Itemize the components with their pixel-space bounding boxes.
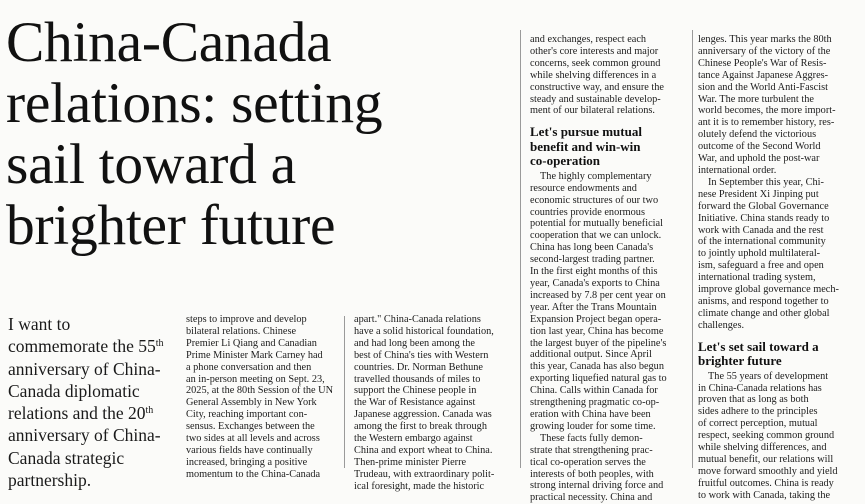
text-line: War. The more turbulent the: [698, 93, 814, 105]
paragraph: [186, 314, 334, 481]
text-line: countries. Dr. Norman Bethune: [354, 361, 483, 373]
text-line: brighter future: [698, 353, 782, 369]
column-divider: [692, 30, 693, 468]
text-line: bilateral relations. Chinese: [186, 325, 297, 337]
text-line: sion and the World Anti-Fascist: [698, 81, 828, 93]
text-line: this year, Canada has also begun: [530, 361, 664, 373]
text-line: travelled thousands of miles to: [354, 373, 481, 385]
subheading: [698, 340, 858, 369]
text-line: anisms, and respond together to: [698, 295, 829, 307]
text-line: fruitful outcomes. China is ready: [698, 477, 834, 489]
text-line: steady and sustainable develop-: [530, 93, 661, 105]
text-line: year. After the Trans Mountain: [530, 301, 657, 313]
text-line: resource endowments and: [530, 182, 637, 194]
text-line: world becomes, the more import-: [698, 105, 836, 117]
text-line: Prime Minister Mark Carney had: [186, 349, 323, 361]
text-line: sensus. Exchanges between the: [186, 421, 315, 433]
text-line: exporting liquefied natural gas to: [530, 373, 667, 385]
text-line: additional output. Since April: [530, 349, 652, 361]
text-line: War, and uphold the post-war: [698, 153, 820, 165]
text-line: have a solid historical foundation,: [354, 325, 494, 337]
text-line: Initiative. China stands ready to: [698, 212, 830, 224]
text-line: anniversary of the victory of the: [698, 45, 831, 57]
lede-line: relations and the 20th: [8, 403, 154, 424]
text-line: work with Canada and the rest: [698, 224, 824, 236]
text-line: improve global governance mech-: [698, 284, 839, 296]
text-line: In the first eight months of this: [530, 266, 658, 278]
text-line: strengthening pragmatic co-op-: [530, 397, 660, 409]
paragraph: [530, 433, 690, 504]
text-line: international order.: [698, 164, 777, 176]
text-line: among the first to break through: [354, 421, 487, 433]
text-line: mutual benefit, our relations will: [698, 454, 834, 465]
paragraph: [354, 314, 504, 493]
text-line: the largest buyer of the pipeline's: [530, 337, 667, 349]
text-line: other's core interests and major: [530, 45, 659, 57]
text-line: interests of both peoples, with: [530, 468, 654, 480]
text-line: outcome of the Second World: [698, 141, 821, 153]
text-line: ant it is to remember history, res-: [698, 117, 835, 129]
text-line: City, reaching important con-: [186, 409, 308, 421]
text-line: climate change and other global: [698, 307, 830, 319]
ordinal-suffix: th: [145, 405, 154, 417]
text-line: apart." China-Canada relations: [354, 314, 481, 325]
text-line: support the Chinese people in: [354, 385, 477, 397]
text-line: China. Calls within Canada for: [530, 385, 658, 397]
headline-line: China-Canada: [6, 11, 332, 74]
text-line: potential for mutually beneficial: [530, 218, 663, 230]
text-line: increased, bringing a positive: [186, 456, 308, 468]
text-line: to jointly uphold multilateral-: [698, 248, 821, 260]
text-line: lenges. This year marks the 80th: [698, 34, 832, 45]
text-line: Let's pursue mutual: [530, 124, 642, 140]
text-line: the War of Resistance against: [354, 397, 476, 409]
body-column-2: [354, 314, 504, 493]
text-line: 2025, at the 80th Session of the UN: [186, 385, 334, 397]
lede-line: I want to: [8, 314, 71, 334]
text-line: respect, seeking common ground: [698, 430, 835, 442]
text-line: second-largest trading partner.: [530, 254, 655, 266]
ordinal-suffix: th: [155, 338, 164, 350]
text-line: China and export wheat to China.: [354, 444, 493, 456]
text-line: proven that as long as both: [698, 394, 809, 406]
column-divider: [344, 316, 345, 468]
column-divider: [520, 30, 521, 468]
text-line: practical necessity. China and: [530, 492, 653, 504]
text-line: nese President Xi Jinping put: [698, 188, 819, 200]
text-line: of the international community: [698, 236, 826, 248]
text-line: while shelving differences, and: [698, 442, 827, 454]
lede-line: commemorate the 55th: [8, 336, 164, 357]
text-line: olutely defend the victorious: [698, 129, 817, 141]
paragraph: [698, 177, 858, 332]
text-line: Then-prime minister Pierre: [354, 456, 467, 468]
text-line: Chinese People's War of Resis-: [698, 57, 827, 69]
paragraph: [698, 371, 858, 502]
text-line: The highly complementary: [540, 170, 652, 182]
text-line: These facts fully demon-: [540, 432, 643, 444]
text-line: In September this year, Chi-: [708, 176, 824, 188]
text-line: growing louder for some time.: [530, 420, 656, 432]
lede-line: anniversary of China-: [8, 425, 161, 446]
text-line: forward the Global Governance: [698, 200, 829, 212]
paragraph: [530, 34, 690, 117]
text-line: various fields have continually: [186, 444, 313, 456]
text-line: ism, safeguard a free and open: [698, 260, 824, 272]
text-line: while shelving differences in a: [530, 69, 657, 81]
text-line: steps to improve and develop: [186, 314, 307, 325]
lede-line: Canada diplomatic: [8, 380, 140, 401]
text-line: strong internal driving force and: [530, 480, 664, 492]
text-line: to work with Canada, taking the: [698, 489, 831, 501]
text-line: Trudeau, with extraordinary polit-: [354, 468, 495, 480]
paragraph: [698, 34, 858, 177]
text-line: Let's set sail toward a: [698, 338, 819, 354]
text-line: two sides at all levels and across: [186, 433, 320, 445]
paragraph: [530, 171, 690, 433]
text-line: benefit and win-win: [530, 138, 641, 154]
text-line: constructive way, and ensure the: [530, 81, 665, 93]
text-line: Expansion Project began opera-: [530, 313, 662, 325]
text-line: ment of our bilateral relations.: [530, 105, 655, 117]
headline: [6, 12, 526, 256]
lede-line: Canada strategic: [8, 447, 125, 468]
text-line: tance Against Japanese Aggres-: [698, 69, 829, 81]
text-line: a phone conversation and then: [186, 361, 312, 373]
text-line: China has long been Canada's: [530, 242, 654, 254]
text-line: countries provide enormous: [530, 206, 645, 218]
lede-line: anniversary of China-: [8, 358, 161, 379]
text-line: The 55 years of development: [708, 370, 829, 382]
text-line: in China-Canada relations has: [698, 382, 822, 394]
text-line: co-operation: [530, 153, 601, 169]
text-line: of correct perception, mutual: [698, 418, 818, 430]
headline-line: brighter future: [6, 194, 336, 257]
text-line: ical foresight, made the historic: [354, 480, 485, 492]
text-line: the Western embargo against: [354, 433, 473, 445]
body-column-1: [186, 314, 334, 481]
text-line: best of China's ties with Western: [354, 349, 489, 361]
headline-line: sail toward a: [6, 133, 296, 196]
text-line: an in-person meeting on Sept. 23,: [186, 373, 325, 385]
text-line: Japanese aggression. Canada was: [354, 409, 492, 421]
text-line: move forward smoothly and yield: [698, 465, 838, 477]
body-column-3: [530, 34, 690, 504]
text-line: international trading system,: [698, 272, 816, 284]
body-column-4: [698, 34, 858, 502]
text-line: year, Canada's exports to China: [530, 278, 660, 289]
text-line: General Assembly in New York: [186, 397, 317, 409]
lede-line: partnership.: [8, 470, 92, 491]
text-line: economic structures of our two: [530, 194, 659, 206]
text-line: increased by 7.8 per cent year on: [530, 289, 666, 301]
text-line: momentum to the China-Canada: [186, 468, 321, 480]
text-line: and had long been among the: [354, 337, 475, 349]
text-line: challenges.: [698, 319, 745, 331]
text-line: Premier Li Qiang and Canadian: [186, 337, 317, 349]
text-line: sides adhere to the principles: [698, 406, 818, 418]
text-line: strate that strengthening prac-: [530, 444, 653, 456]
text-line: tical co-operation serves the: [530, 456, 646, 468]
headline-line: relations: setting: [6, 72, 383, 135]
text-line: concerns, seek common ground: [530, 57, 661, 69]
text-line: tion last year, China has become: [530, 325, 664, 337]
subheading: [530, 125, 690, 169]
text-line: cooperation that we can unlock.: [530, 230, 662, 242]
lede-paragraph: [8, 313, 176, 491]
text-line: and exchanges, respect each: [530, 34, 647, 45]
text-line: eration with China have been: [530, 408, 651, 420]
